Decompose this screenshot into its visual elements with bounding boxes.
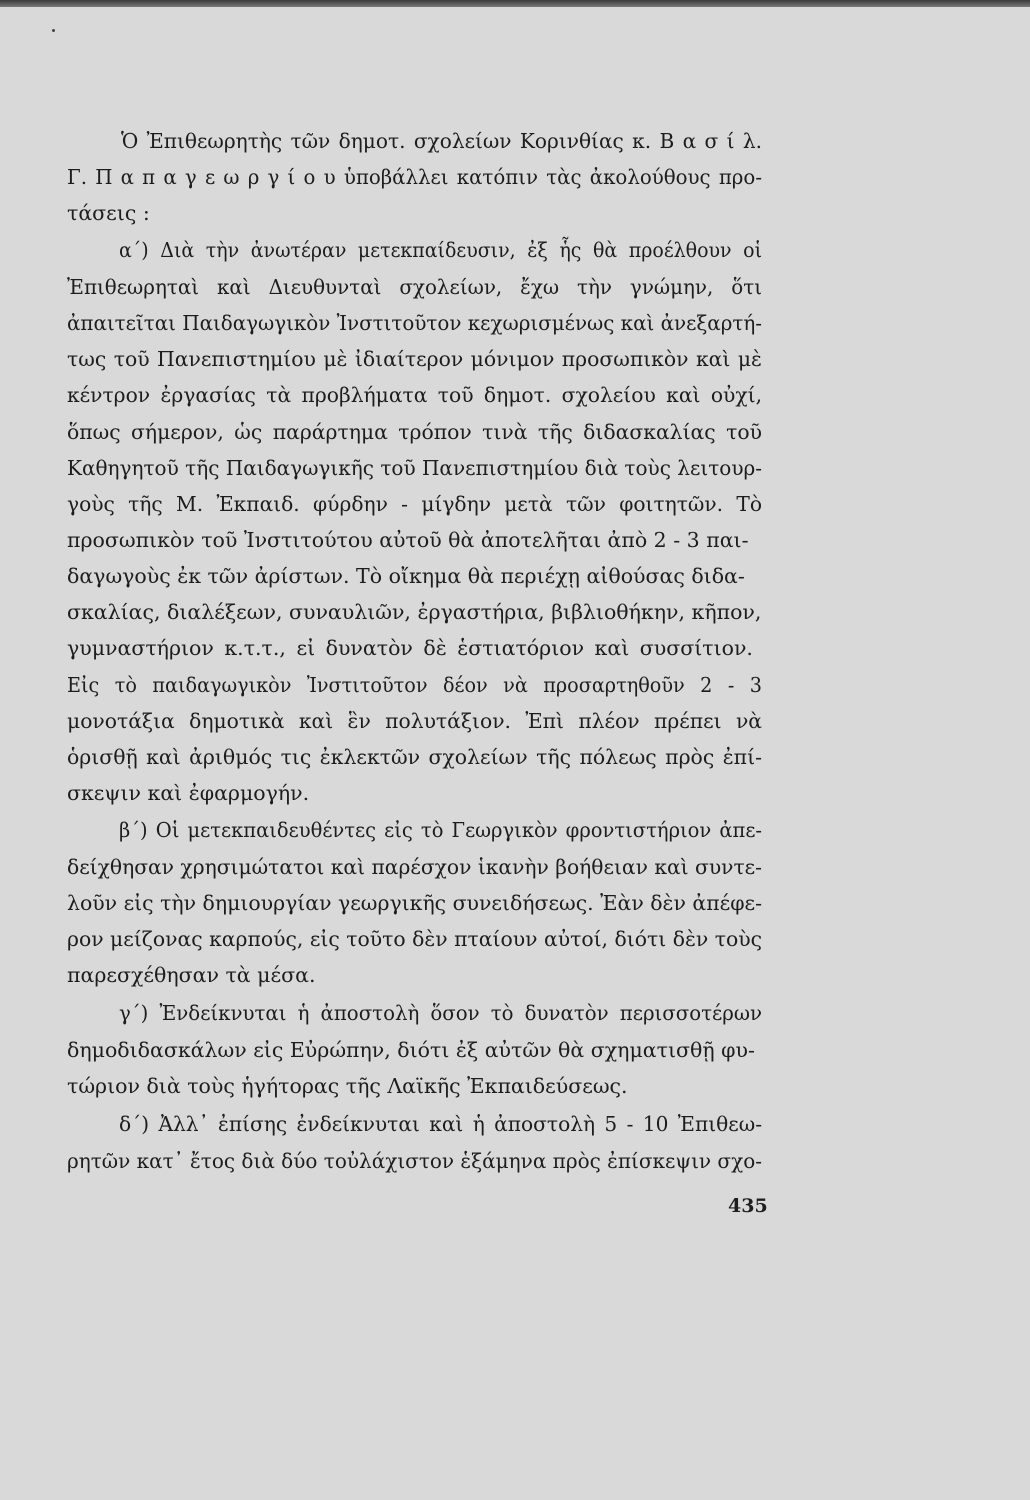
text-line: μονοτάξια δημοτικὰ καὶ ἓν πολυτάξιον. Ἐπὶ πλέον πρέπει νὰ — [67, 709, 762, 733]
text-line: ρητῶν κατ᾽ ἔτος διὰ δύο τοὐλάχιστον ἑξάμηνα πρὸς ἐπίσκεψιν σχο- — [67, 1149, 763, 1173]
text-line: Ὁ Ἐπιθεωρητὴς τῶν δημοτ. σχολείων Κορινθίας κ. Β α σ ί λ. — [121, 129, 763, 153]
text-line: β΄) Οἱ μετεκπαιδευθέντες εἰς τὸ Γεωργικὸν φροντιστήριον ἀπε- — [119, 818, 763, 842]
text-line: γοὺς τῆς Μ. Ἐκπαιδ. φύρδην - μίγδην μετὰ τῶν φοιτητῶν. Τὸ — [67, 492, 763, 516]
text-line: τως τοῦ Πανεπιστημίου μὲ ἰδιαίτερον μόνιμον προσωπικὸν καὶ μὲ — [67, 347, 762, 371]
text-line: γ΄) Ἐνδείκνυται ἡ ἀποστολὴ ὅσον τὸ δυνατὸν περισσοτέρων — [119, 1001, 762, 1025]
page-number: 435 — [728, 1195, 768, 1217]
text-line: ὁρισθῇ καὶ ἀριθμός τις ἐκλεκτῶν σχολείων τῆς πόλεως πρὸς ἐπί- — [67, 745, 762, 769]
text-line: Καθηγητοῦ τῆς Παιδαγωγικῆς τοῦ Πανεπιστημίου διὰ τοὺς λειτουρ- — [67, 456, 763, 480]
text-line: σκαλίας, διαλέξεων, συναυλιῶν, ἐργαστήρια, βιβλιοθήκην, κῆπον, — [67, 600, 762, 624]
text-line: γυμναστήριον κ.τ.τ., εἰ δυνατὸν δὲ ἑστιατόριον καὶ συσσίτιον. — [67, 636, 753, 660]
text-line: δημοδιδασκάλων εἰς Εὐρώπην, διότι ἐξ αὐτῶν θὰ σχηματισθῇ φυ- — [67, 1038, 755, 1062]
text-line: τώριον διὰ τοὺς ἡγήτορας τῆς Λαϊκῆς Ἐκπαιδεύσεως. — [67, 1074, 628, 1098]
text-line: προσωπικὸν τοῦ Ἰνστιτούτου αὐτοῦ θὰ ἀποτελῆται ἀπὸ 2 - 3 παι- — [67, 528, 749, 552]
text-line: α΄) Διὰ τὴν ἀνωτέραν μετεκπαίδευσιν, ἐξ ἧς θὰ προέλθουν οἱ — [119, 238, 763, 262]
text-line: ὅπως σήμερον, ὡς παράρτημα τρόπον τινὰ τῆς διδασκαλίας τοῦ — [67, 420, 762, 444]
text-line: τάσεις : — [67, 201, 150, 225]
scan-top-edge — [0, 0, 1030, 7]
text-line: Ἐπιθεωρηταὶ καὶ Διευθυνταὶ σχολείων, ἔχω τὴν γνώμην, ὅτι — [67, 275, 763, 299]
text-line: ἀπαιτεῖται Παιδαγωγικὸν Ἰνστιτοῦτον κεχωρισμένως καὶ ἀνεξαρτή- — [67, 311, 763, 335]
text-line: Γ. Π α π α γ ε ω ρ γ ί ο υ ὑποβάλλει κατόπιν τὰς ἀκολούθους προ- — [67, 165, 763, 189]
text-line: δ΄) Ἀλλ᾽ ἐπίσης ἐνδείκνυται καὶ ἡ ἀποστολὴ 5 - 10 Ἐπιθεω- — [119, 1112, 763, 1136]
text-line: σκεψιν καὶ ἐφαρμογήν. — [67, 781, 310, 805]
text-line: δείχθησαν χρησιμώτατοι καὶ παρέσχον ἱκανὴν βοήθειαν καὶ συντε- — [67, 855, 762, 879]
speck-mark — [52, 29, 55, 32]
text-line: δαγωγοὺς ἐκ τῶν ἀρίστων. Τὸ οἴκημα θὰ περιέχῃ αἰθούσας διδα- — [67, 564, 745, 588]
text-line: κέντρον ἐργασίας τὰ προβλήματα τοῦ δημοτ. σχολείου καὶ οὐχί, — [67, 383, 763, 407]
text-line: παρεσχέθησαν τὰ μέσα. — [67, 963, 316, 987]
text-line: ρον μείζονας καρπούς, εἰς τοῦτο δὲν πταίουν αὐτοί, διότι δὲν τοὺς — [67, 927, 763, 951]
document-page — [0, 7, 1030, 1500]
text-line: λοῦν εἰς τὴν δημιουργίαν γεωργικῆς συνειδήσεως. Ἐὰν δὲν ἀπέφε- — [67, 891, 763, 915]
text-line: Εἰς τὸ παιδαγωγικὸν Ἰνστιτοῦτον δέον νὰ προσαρτηθοῦν 2 - 3 — [67, 673, 762, 697]
